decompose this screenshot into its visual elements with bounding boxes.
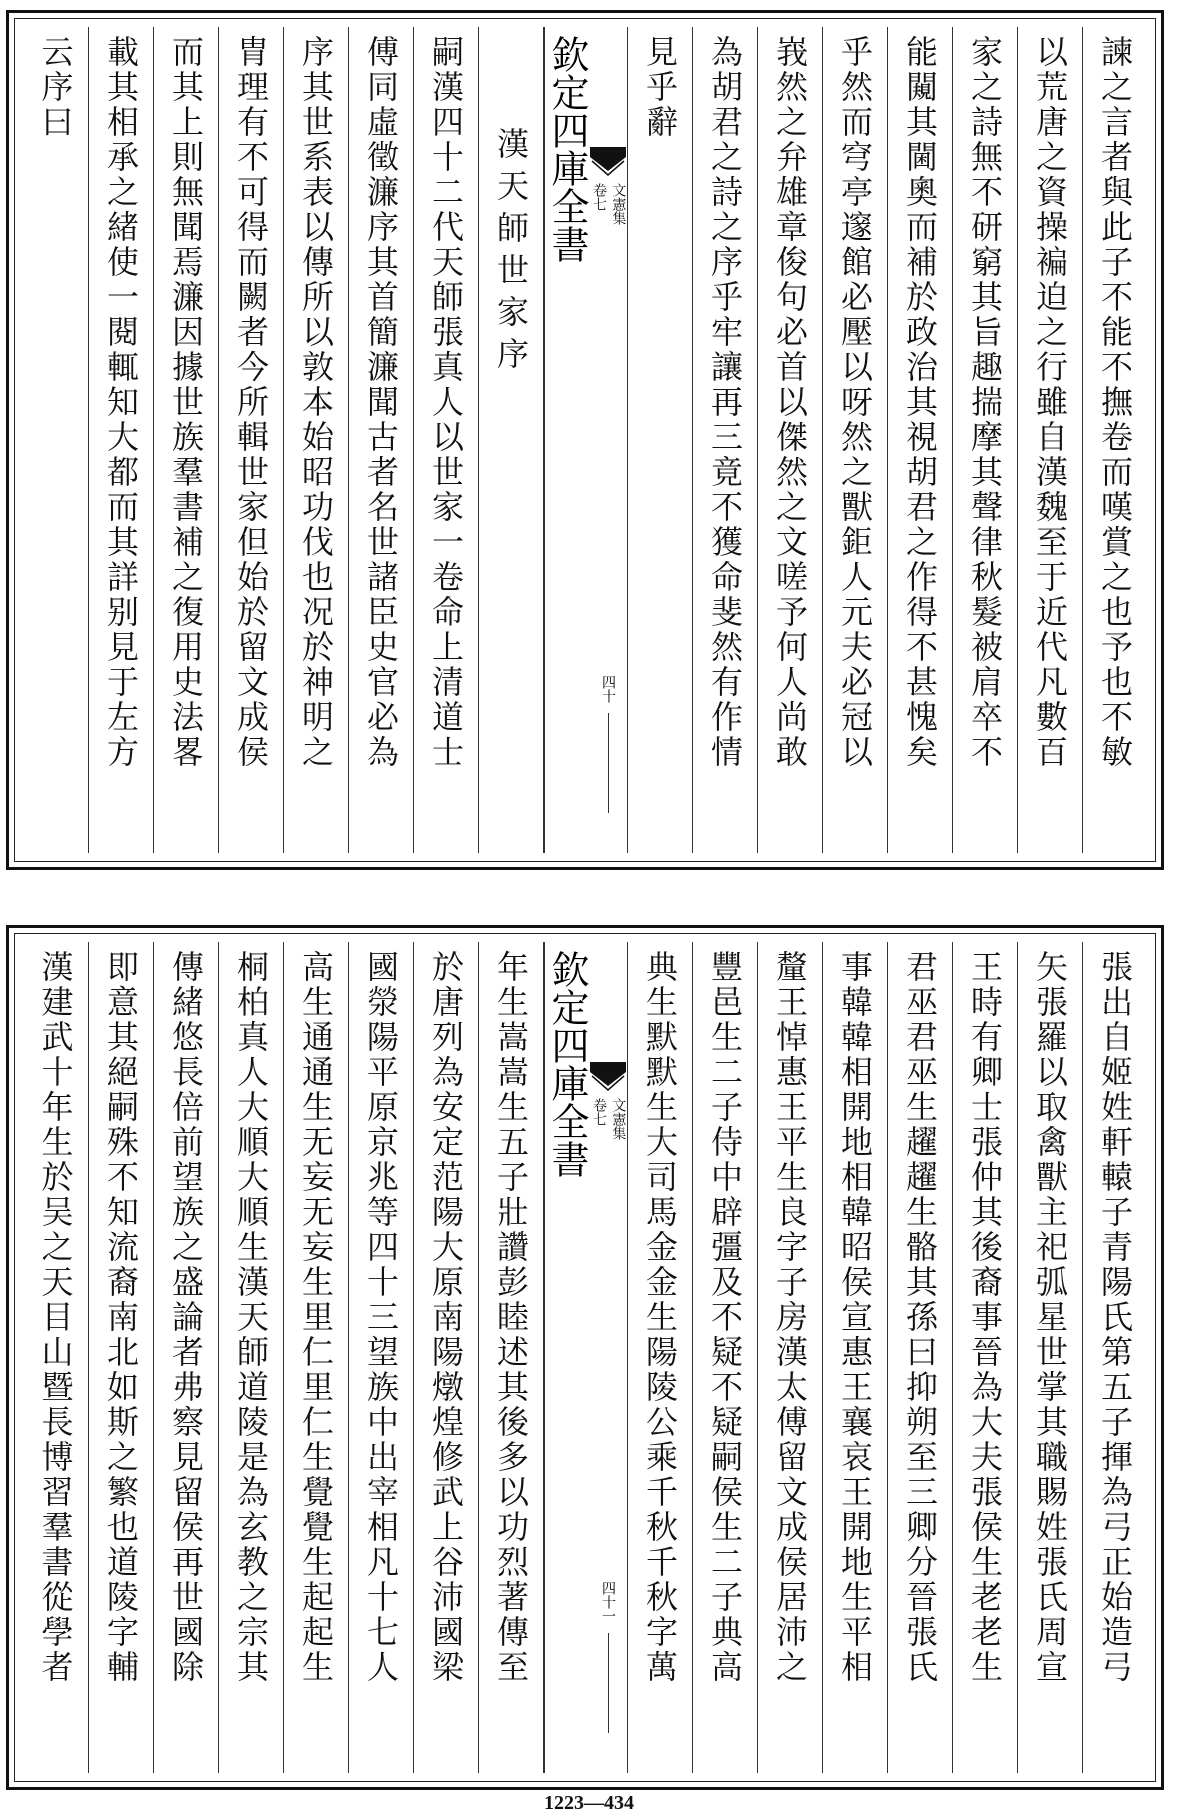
column-text: 傅同虛徵濂序其首簡濂聞古者名世諸臣史官必為 bbox=[362, 35, 400, 770]
text-column bbox=[88, 27, 153, 853]
column-text: 漢建武十年生於吴之天目山暨長博習羣書從學者 bbox=[36, 950, 75, 1685]
gutter-title-strip bbox=[544, 27, 589, 853]
lower-columns bbox=[23, 942, 1147, 1773]
book-title: 文憲集 bbox=[610, 183, 627, 225]
text-column bbox=[1082, 942, 1147, 1773]
upper-page bbox=[6, 10, 1164, 870]
text-column bbox=[218, 942, 283, 1773]
collection-title: 欽定四庫全書 bbox=[545, 950, 589, 1178]
text-column bbox=[887, 27, 952, 853]
column-text: 峩然之弁雄章俊句必首以傑然之文嗟予何人尚敢 bbox=[771, 35, 809, 770]
fishtail-mark-icon bbox=[590, 147, 626, 177]
text-column bbox=[692, 27, 757, 853]
column-text: 乎然而穹亭邃館必壓以呀然之獸鉅人元夫必冠以 bbox=[836, 35, 874, 770]
text-column bbox=[1082, 27, 1147, 853]
text-column bbox=[952, 942, 1017, 1773]
text-column bbox=[822, 27, 887, 853]
text-column bbox=[627, 27, 692, 853]
column-text: 傳緒悠長倍前望族之盛論者弗察見留侯再世國除 bbox=[167, 950, 205, 1685]
column-text: 序其世系表以傳所以敦本始昭功伐也况於神明之 bbox=[297, 35, 335, 770]
column-text: 為胡君之詩之序乎牢讓再三竟不獲命斐然有作情 bbox=[706, 35, 744, 770]
column-text: 釐王悼惠王平生良字子房漢太傅留文成侯居沛之 bbox=[771, 950, 809, 1685]
text-column bbox=[822, 942, 887, 1773]
page-code: 1223—434 bbox=[544, 1792, 634, 1814]
column-text: 於唐列為安定范陽大原南陽燉煌修武上谷沛國梁 bbox=[427, 950, 465, 1685]
text-column bbox=[757, 942, 822, 1773]
text-column bbox=[283, 942, 348, 1773]
text-column bbox=[218, 27, 283, 853]
gutter-line bbox=[608, 1633, 609, 1733]
section-heading: 漢天師世家序 bbox=[492, 127, 530, 379]
folio-number: 四十一 bbox=[600, 1581, 616, 1623]
text-column bbox=[1017, 27, 1082, 853]
book-title: 文憲集 bbox=[610, 1098, 627, 1140]
column-text: 矢張羅以取禽獸主祀弧星世掌其職賜姓張氏周宣 bbox=[1031, 950, 1069, 1685]
folio-number: 四十 bbox=[600, 675, 616, 703]
text-column bbox=[23, 27, 88, 853]
text-column bbox=[887, 942, 952, 1773]
gutter-info bbox=[589, 942, 627, 1773]
column-text: 事韓韓相開地相韓昭侯宣惠王襄哀王開地生平相 bbox=[836, 950, 874, 1685]
text-column bbox=[413, 27, 478, 853]
text-column bbox=[627, 942, 692, 1773]
text-column bbox=[23, 942, 88, 1773]
gutter-title-strip bbox=[544, 942, 589, 1773]
column-text: 豐邑生二子侍中辟彊及不疑不疑嗣侯生二子典高 bbox=[706, 950, 744, 1685]
column-text: 典生默默生大司馬金金生陽陵公乘千秋千秋字萬 bbox=[641, 950, 679, 1685]
text-column bbox=[283, 27, 348, 853]
text-column bbox=[692, 942, 757, 1773]
text-column bbox=[478, 942, 543, 1773]
column-text: 張出自姬姓軒轅子青陽氏第五子揮為弓正始造弓 bbox=[1096, 950, 1134, 1685]
column-text: 而其上則無聞焉濂因據世族羣書補之復用史法畧 bbox=[167, 35, 205, 770]
gutter-line bbox=[608, 713, 609, 813]
column-text: 國滎陽平原京兆等四十三望族中出宰相凡十七人 bbox=[362, 950, 400, 1685]
column-text: 胄理有不可得而闕者今所輯世家但始於留文成侯 bbox=[232, 35, 270, 770]
text-column bbox=[348, 27, 413, 853]
column-text: 高生通通生无妄无妄生里仁里仁生覺覺生起起生 bbox=[297, 950, 335, 1685]
column-text: 以荒唐之資操褊迫之行雖自漢魏至于近代凡數百 bbox=[1031, 35, 1069, 770]
column-text: 君巫君巫生趯趯生骼其孫曰抑朔至三卿分晉張氏 bbox=[901, 950, 939, 1685]
gutter-info bbox=[589, 27, 627, 853]
text-column bbox=[952, 27, 1017, 853]
volume-number: 卷七 bbox=[591, 1098, 607, 1126]
column-text: 能闚其閫奧而補於政治其視胡君之作得不甚愧矣 bbox=[901, 35, 939, 770]
column-text: 載其相承之緒使一閱輒知大都而其詳别見于左方 bbox=[102, 35, 140, 770]
column-text: 嗣漢四十二代天師張真人以世家一卷命上清道士 bbox=[427, 35, 465, 770]
column-text: 桐柏真人大順大順生漢天師道陵是為玄教之宗其 bbox=[232, 950, 270, 1685]
text-column bbox=[153, 942, 218, 1773]
column-text: 家之詩無不研窮其旨趣揣摩其聲律秋髮被肩卒不 bbox=[966, 35, 1004, 770]
text-column bbox=[348, 942, 413, 1773]
text-column bbox=[413, 942, 478, 1773]
column-text: 云序曰 bbox=[36, 35, 75, 140]
text-column bbox=[88, 942, 153, 1773]
center-gutter bbox=[543, 27, 627, 853]
column-text: 王時有卿士張仲其後裔事晉為大夫張侯生老老生 bbox=[966, 950, 1004, 1685]
center-gutter bbox=[543, 942, 627, 1773]
collection-title: 欽定四庫全書 bbox=[545, 35, 589, 263]
text-column bbox=[478, 27, 543, 853]
text-column bbox=[153, 27, 218, 853]
text-column bbox=[757, 27, 822, 853]
upper-columns bbox=[23, 27, 1147, 853]
column-text: 見乎辭 bbox=[641, 35, 679, 140]
text-column bbox=[1017, 942, 1082, 1773]
column-text: 即意其絕嗣殊不知流裔南北如斯之繁也道陵字輔 bbox=[102, 950, 140, 1685]
column-text: 年生嵩嵩生五子壯讚彭睦述其後多以功烈著傳至 bbox=[492, 950, 530, 1685]
volume-number: 卷七 bbox=[591, 183, 607, 211]
column-text: 諫之言者與此子不能不撫卷而嘆賞之也予也不敏 bbox=[1096, 35, 1134, 770]
lower-page bbox=[6, 925, 1164, 1790]
fishtail-mark-icon bbox=[590, 1062, 626, 1092]
